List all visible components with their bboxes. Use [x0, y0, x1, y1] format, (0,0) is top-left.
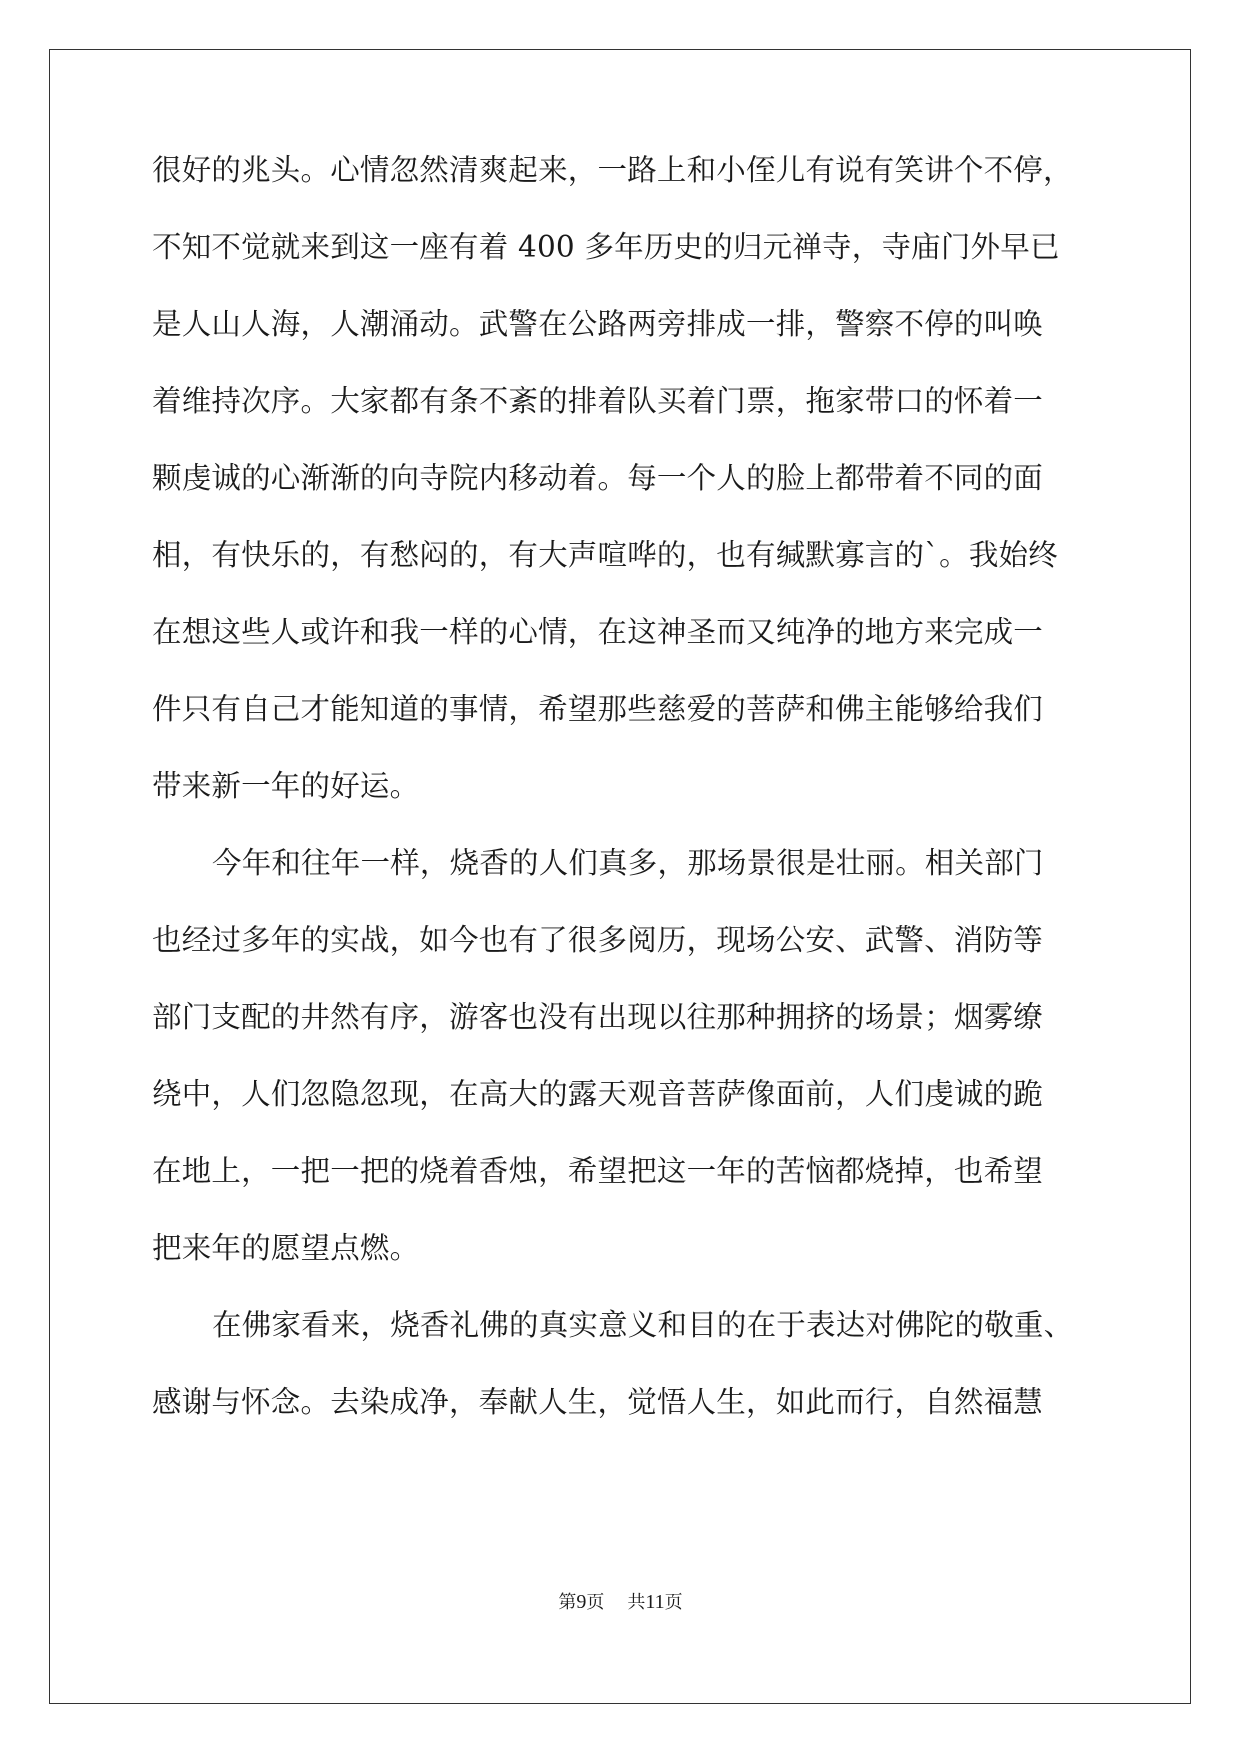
text-line: 今年和往年一样，烧香的人们真多，那场景很是壮丽。相关部门 — [212, 846, 1044, 880]
page-suffix: 页 — [586, 1592, 605, 1613]
text-line: 带来新一年的好运。 — [152, 769, 420, 803]
text-line: 绕中，人们忽隐忽现，在高大的露天观音菩萨像面前，人们虔诚的跪 — [152, 1077, 1044, 1111]
page-footer — [0, 1589, 1241, 1616]
text-line: 相，有快乐的，有愁闷的，有大声喧哗的，也有缄默寡言的`。我始终 — [152, 538, 1058, 572]
total-suffix: 页 — [664, 1592, 683, 1613]
text-line: 颗虔诚的心渐渐的向寺院内移动着。每一个人的脸上都带着不同的面 — [152, 461, 1044, 495]
text-line: 是人山人海，人潮涌动。武警在公路两旁排成一排，警察不停的叫唤 — [152, 307, 1044, 341]
page-prefix: 第 — [558, 1592, 577, 1613]
text-line: 感谢与怀念。去染成净，奉献人生，觉悟人生，如此而行，自然福慧 — [152, 1385, 1044, 1419]
page-total-number: 11 — [645, 1591, 665, 1613]
total-prefix: 共 — [627, 1592, 646, 1613]
text-line: 件只有自己才能知道的事情，希望那些慈爱的菩萨和佛主能够给我们 — [152, 692, 1044, 726]
text-line: 在想这些人或许和我一样的心情，在这神圣而又纯净的地方来完成一 — [152, 615, 1044, 649]
text-line: 把来年的愿望点燃。 — [152, 1231, 420, 1265]
text-line: 在佛家看来，烧香礼佛的真实意义和目的在于表达对佛陀的敬重、 — [212, 1308, 1074, 1342]
text-line: 也经过多年的实战，如今也有了很多阅历，现场公安、武警、消防等 — [152, 923, 1044, 957]
page-current-number: 9 — [576, 1591, 587, 1613]
text-line: 在地上，一把一把的烧着香烛，希望把这一年的苦恼都烧掉，也希望 — [152, 1154, 1044, 1188]
text-line: 部门支配的井然有序，游客也没有出现以往那种拥挤的场景；烟雾缭 — [152, 1000, 1044, 1034]
text-line: 不知不觉就来到这一座有着 400 多年历史的归元禅寺，寺庙门外早已 — [152, 230, 1060, 264]
text-line: 很好的兆头。心情忽然清爽起来，一路上和小侄儿有说有笑讲个不停， — [152, 153, 1073, 187]
text-line: 着维持次序。大家都有条不紊的排着队买着门票，拖家带口的怀着一 — [152, 384, 1044, 418]
